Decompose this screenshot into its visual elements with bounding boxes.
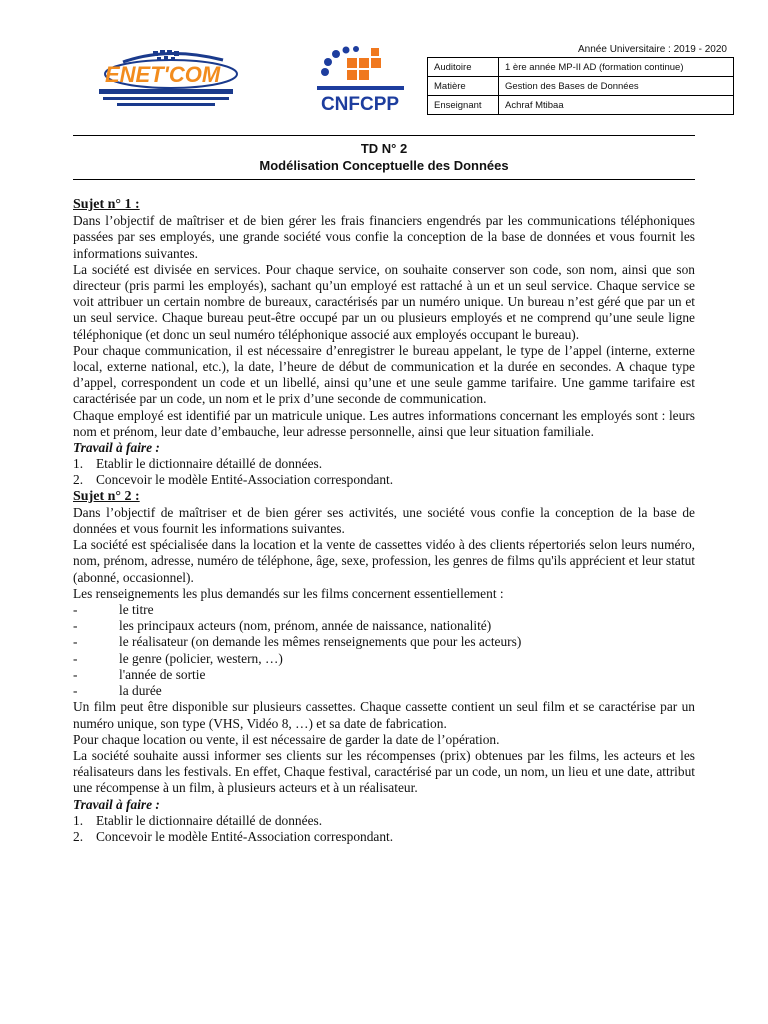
task-text: Concevoir le modèle Entité-Association correspondant.: [96, 828, 394, 844]
task-text: Etablir le dictionnaire détaillé de données.: [96, 456, 323, 472]
list-item: - le genre (policier, western, …): [73, 650, 283, 666]
task-item: [73, 829, 695, 845]
info-value: Achraf Mtibaa: [499, 96, 734, 115]
task-number: 2.: [73, 472, 84, 488]
document-title: [73, 135, 695, 180]
travail-heading: Travail à faire :: [73, 440, 160, 456]
td-subject: Modélisation Conceptuelle des Données: [259, 158, 509, 173]
paragraph: La société souhaite aussi informer ses clients sur les récompenses (prix) obtenues par les films, les acteurs et les réalisateurs dans les festivals. En effet, Chaque festival, caractérisé par un code, un nom, un lieu et une date, attribut une récompense à un film, à plusieurs acteurs et à un réalisateur.: [73, 747, 695, 796]
info-value: Gestion des Bases de Données: [499, 77, 734, 96]
document-body: [73, 197, 695, 845]
info-label: Enseignant: [428, 96, 499, 115]
paragraph: Dans l’objectif de maîtriser et de bien gérer les frais financiers engendrés par les communications téléphoniques passées par ses employés, une grande société vous confie la conception de la base de données et vous fournit les informations suivantes.: [73, 213, 695, 261]
task-number: 1.: [73, 456, 84, 472]
info-label: Matière: [428, 77, 499, 96]
paragraph: Les renseignements les plus demandés sur les films concernent essentiellement :: [73, 585, 504, 601]
task-number: 1.: [73, 812, 84, 828]
list-item-text: le genre (policier, western, …): [119, 650, 283, 666]
task-item: [73, 813, 695, 829]
enetcom-logo: [93, 48, 243, 114]
list-item: - les principaux acteurs (nom, prénom, année de naissance, nationalité): [73, 618, 492, 634]
list-item: - le réalisateur (on demande les mêmes renseignements que pour les acteurs): [73, 634, 522, 650]
td-number: TD N° 2: [360, 141, 408, 156]
list-item: - le titre: [73, 602, 154, 618]
task-item: [73, 456, 695, 472]
list-item-text: les principaux acteurs (nom, prénom, année de naissance, nationalité): [119, 618, 492, 634]
cnfcpp-logo: [313, 46, 408, 114]
task-text: Etablir le dictionnaire détaillé de données.: [96, 812, 323, 828]
paragraph: Pour chaque location ou vente, il est nécessaire de garder la date de l’opération.: [73, 731, 500, 747]
course-info-table: [427, 57, 734, 115]
paragraph: Chaque employé est identifié par un matricule unique. Les autres informations concernant les employés sont : leurs nom et prénom, leur date d’embauche, leur adresse personnelle, ainsi que leur situation familiale.: [73, 407, 695, 439]
sujet1-heading: Sujet n° 1 :: [73, 197, 140, 212]
cnfcpp-wordmark: CNFCPP: [320, 94, 400, 114]
list-item-text: l'année de sortie: [119, 666, 206, 682]
info-label: Auditoire: [428, 58, 499, 77]
list-item: - l'année de sortie: [73, 666, 206, 682]
list-item-text: le titre: [119, 602, 154, 618]
info-row-matiere: [428, 77, 734, 96]
info-row-enseignant: [428, 96, 734, 115]
paragraph: La société est divisée en services. Pour chaque service, on souhaite conserver son code, son nom, ainsi que son directeur (pris parmi les employés), sachant qu’un employé est rattaché à un et un seul service. Chaque service se voit attribuer un certain nombre de bureaux, caractérisés par un numéro unique. Un bureau n’est géré que par un et un seul service. Chaque bureau peut-être occupé par un ou plusieurs employés et ne comprend qu’une seule ligne téléphonique (et donc un seul numéro téléphonique associé aux employés occupant le bureau).: [73, 261, 695, 342]
paragraph: Pour chaque communication, il est nécessaire d’enregistrer le bureau appelant, le type de l’appel (interne, externe local, externe national, etc.), la date, l’heure de début de communication et la durée en secondes. A chaque type d’appel, correspondent un code et un libellé, ainsi qu’une et une seule gamme tarifaire. Une gamme tarifaire est caractérisée par un code, un nom et le prix d’une seconde de communication.: [73, 342, 695, 407]
travail-heading: Travail à faire :: [73, 796, 160, 812]
sujet2-heading: Sujet n° 2 :: [73, 488, 140, 504]
academic-year: Année Universitaire : 2019 - 2020: [578, 44, 727, 55]
task-text: Concevoir le modèle Entité-Association correspondant.: [96, 472, 394, 488]
enetcom-wordmark: ENET'COM: [105, 62, 221, 87]
task-number: 2.: [73, 828, 84, 844]
task-item: [73, 472, 695, 488]
info-row-auditoire: [428, 58, 734, 77]
list-item-text: la durée: [119, 683, 162, 699]
list-item-text: le réalisateur (on demande les mêmes renseignements que pour les acteurs): [119, 634, 522, 650]
list-item: - la durée: [73, 683, 162, 699]
paragraph: Un film peut être disponible sur plusieurs cassettes. Chaque cassette contient un seul film et se caractérise par un numéro unique, son type (VHS, Vidéo 8, …) et sa date de fabrication.: [73, 699, 695, 731]
info-value: 1 ère année MP-II AD (formation continue): [499, 58, 734, 77]
paragraph: La société est spécialisée dans la location et la vente de cassettes vidéo à des clients répertoriés selon leurs numéro, nom, prénom, adresse, numéro de téléphone, âge, sexe, profession, les genres de films qu'ils apprécient et leur statut (abonné, occasionnel).: [73, 537, 695, 585]
paragraph: Dans l’objectif de maîtriser et de bien gérer ses activités, une société vous confie la conception de la base de données et vous fournit les informations suivantes.: [73, 504, 695, 537]
